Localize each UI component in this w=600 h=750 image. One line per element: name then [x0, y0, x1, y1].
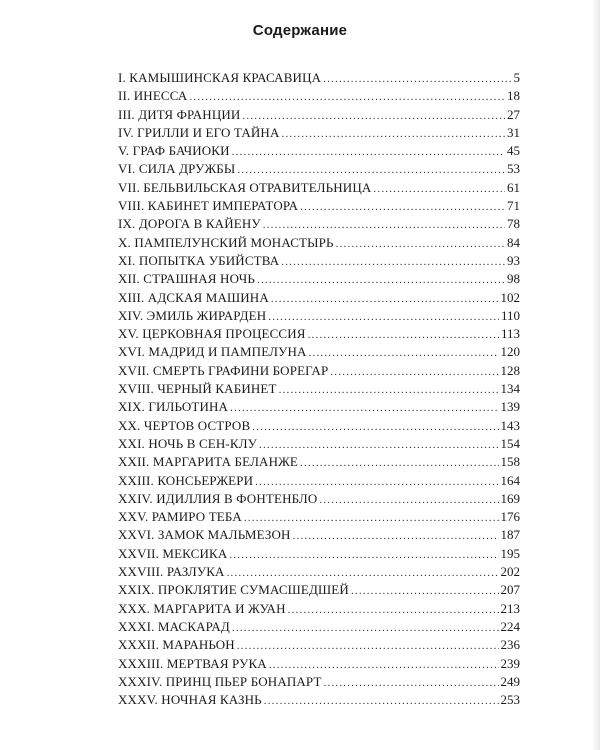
- chapter-title: XXI. НОЧЬ В СЕН-КЛУ: [118, 435, 258, 451]
- page-number: 195: [500, 545, 520, 561]
- chapter-title: VIII. КАБИНЕТ ИМПЕРАТОРА: [118, 198, 299, 214]
- page-number: 249: [500, 673, 520, 689]
- toc-entry: [118, 380, 520, 398]
- page-number: 169: [500, 490, 520, 506]
- dot-leader: [300, 454, 498, 472]
- page-number: 93: [507, 252, 520, 268]
- toc-entry: [118, 600, 520, 618]
- chapter-title: VII. БЕЛЬВИЛЬСКАЯ ОТРАВИТЕЛЬНИЦА: [118, 179, 372, 195]
- dot-leader: [259, 436, 498, 454]
- chapter-title: XXXI. МАСКАРАД: [118, 618, 230, 634]
- dot-leader: [242, 107, 505, 125]
- toc-entry: [118, 69, 520, 87]
- toc-entry: [118, 435, 520, 453]
- toc-entry: [118, 179, 520, 197]
- chapter-title: XXXV. НОЧНАЯ КАЗНЬ: [118, 692, 262, 708]
- page-number: 224: [500, 618, 520, 634]
- page-number: 207: [500, 582, 520, 598]
- chapter-title: XXVII. МЕКСИКА: [118, 545, 228, 561]
- dot-leader: [324, 674, 499, 692]
- toc-entry: [118, 234, 520, 252]
- toc-entry: [118, 508, 520, 526]
- toc-entry: [118, 124, 520, 142]
- chapter-title: XXIV. ИДИЛЛИЯ В ФОНТЕНБЛО: [118, 490, 318, 506]
- page-number: 139: [500, 399, 520, 415]
- dot-leader: [237, 161, 505, 179]
- toc-entry: [118, 289, 520, 307]
- dot-leader: [293, 527, 499, 545]
- chapter-title: XXII. МАРГАРИТА БЕЛАНЖЕ: [118, 454, 299, 470]
- chapter-title: XVI. МАДРИД И ПАМПЕЛУНА: [118, 344, 307, 360]
- page-number: 98: [507, 271, 520, 287]
- page-number: 134: [500, 381, 520, 397]
- dot-leader: [230, 399, 498, 417]
- toc-entry: [118, 655, 520, 673]
- toc-entry: [118, 490, 520, 508]
- page-number: 45: [507, 143, 520, 159]
- chapter-title: XX. ЧЕРТОВ ОСТРОВ: [118, 417, 251, 433]
- dot-leader: [279, 381, 499, 399]
- chapter-title: XI. ПОПЫТКА УБИЙСТВА: [118, 252, 280, 268]
- chapter-title: XIX. ГИЛЬОТИНА: [118, 399, 229, 415]
- chapter-title: IX. ДОРОГА В КАЙЕНУ: [118, 216, 261, 232]
- page-title: Содержание: [252, 22, 348, 39]
- toc-entry: [118, 343, 520, 361]
- chapter-title: XXXII. МАРАНЬОН: [118, 637, 235, 653]
- toc-entry: [118, 453, 520, 471]
- toc-entry: [118, 636, 520, 654]
- dot-leader: [269, 656, 499, 674]
- page-number: 113: [500, 326, 520, 342]
- page-number: 158: [500, 454, 520, 470]
- toc-entry: [118, 325, 520, 343]
- page-number: 78: [507, 216, 520, 232]
- page-number: 61: [507, 179, 520, 195]
- page-number: 5: [513, 70, 520, 85]
- chapter-title: X. ПАМПЕЛУНСКИЙ МОНАСТЫРЬ: [118, 234, 334, 250]
- toc-entry: [118, 160, 520, 178]
- dot-leader: [282, 125, 505, 143]
- page-number: 213: [500, 600, 520, 616]
- chapter-title: I. КАМЫШИНСКАЯ КРАСАВИЦА: [118, 70, 322, 85]
- dot-leader: [336, 235, 505, 253]
- dot-leader: [373, 180, 505, 198]
- page-number: 239: [500, 655, 520, 671]
- toc-entry: [118, 581, 520, 599]
- dot-leader: [232, 619, 499, 637]
- dot-leader: [263, 216, 505, 234]
- page-edge-shadow: [592, 0, 600, 750]
- page-number: 84: [507, 234, 520, 250]
- toc-entry: [118, 87, 520, 105]
- page-number: 102: [500, 289, 520, 305]
- dot-leader: [255, 473, 498, 491]
- chapter-title: XVIII. ЧЕРНЫЙ КАБИНЕТ: [118, 381, 277, 397]
- toc-entry: [118, 362, 520, 380]
- chapter-title: XXVI. ЗАМОК МАЛЬМЕЗОН: [118, 527, 291, 543]
- toc-entry: [118, 106, 520, 124]
- toc-entry: [118, 472, 520, 490]
- chapter-title: XIII. АДСКАЯ МАШИНА: [118, 289, 269, 305]
- dot-leader: [308, 326, 499, 344]
- toc-entry: [118, 545, 520, 563]
- toc-entry: [118, 270, 520, 288]
- dot-leader: [330, 363, 498, 381]
- toc-entry: [118, 215, 520, 233]
- chapter-title: II. ИНЕССА: [118, 88, 188, 104]
- page-number: 176: [500, 509, 520, 525]
- dot-leader: [227, 564, 499, 582]
- dot-leader: [252, 418, 498, 436]
- dot-leader: [323, 70, 511, 88]
- chapter-title: XVII. СМЕРТЬ ГРАФИНИ БОРЕГАР: [118, 362, 329, 378]
- dot-leader: [288, 601, 499, 619]
- dot-leader: [264, 692, 499, 710]
- dot-leader: [281, 253, 505, 271]
- dot-leader: [232, 143, 505, 161]
- chapter-title: III. ДИТЯ ФРАНЦИИ: [118, 106, 241, 122]
- toc-entry: [118, 526, 520, 544]
- toc-entry: [118, 398, 520, 416]
- toc-entry: [118, 417, 520, 435]
- toc-entry: [118, 252, 520, 270]
- dot-leader: [237, 637, 499, 655]
- chapter-title: V. ГРАФ БАЧИОКИ: [118, 143, 230, 159]
- page-number: 18: [507, 88, 520, 104]
- toc-entry: [118, 673, 520, 691]
- dot-leader: [319, 491, 498, 509]
- chapter-title: XXIII. КОНСЬЕРЖЕРИ: [118, 472, 254, 488]
- page-number: 110: [500, 307, 520, 323]
- page-number: 154: [500, 435, 520, 451]
- page-number: 236: [500, 637, 520, 653]
- chapter-title: XXV. РАМИРО ТЕБА: [118, 509, 242, 525]
- toc-entry: [118, 563, 520, 581]
- chapter-title: XXXIII. МЕРТВАЯ РУКА: [118, 655, 267, 671]
- page-number: 120: [500, 344, 520, 360]
- toc-entry: [118, 691, 520, 709]
- chapter-title: XV. ЦЕРКОВНАЯ ПРОЦЕССИЯ: [118, 326, 306, 342]
- page-number: 202: [500, 564, 520, 580]
- table-of-contents: [118, 69, 520, 709]
- page-number: 27: [507, 106, 520, 122]
- dot-leader: [268, 308, 499, 326]
- page-number: 187: [500, 527, 520, 543]
- chapter-title: XXIX. ПРОКЛЯТИЕ СУМАСШЕДШЕЙ: [118, 582, 349, 598]
- page-number: 53: [507, 161, 520, 177]
- toc-entry: [118, 307, 520, 325]
- toc-entry: [118, 142, 520, 160]
- page-number: 128: [500, 362, 520, 378]
- toc-entry: [118, 618, 520, 636]
- dot-leader: [300, 198, 505, 216]
- page-number: 164: [500, 472, 520, 488]
- page-number: 253: [500, 692, 520, 708]
- chapter-title: XII. СТРАШНАЯ НОЧЬ: [118, 271, 255, 287]
- dot-leader: [189, 88, 505, 106]
- chapter-title: XXVIII. РАЗЛУКА: [118, 564, 225, 580]
- dot-leader: [351, 582, 499, 600]
- dot-leader: [309, 344, 499, 362]
- chapter-title: XXXIV. ПРИНЦ ПЬЕР БОНАПАРТ: [118, 673, 322, 689]
- page-number: 143: [500, 417, 520, 433]
- dot-leader: [271, 290, 499, 308]
- chapter-title: VI. СИЛА ДРУЖБЫ: [118, 161, 236, 177]
- chapter-title: XXX. МАРГАРИТА И ЖУАН: [118, 600, 286, 616]
- chapter-title: IV. ГРИЛЛИ И ЕГО ТАЙНА: [118, 124, 280, 140]
- dot-leader: [244, 509, 499, 527]
- chapter-title: XIV. ЭМИЛЬ ЖИРАРДЕН: [118, 307, 267, 323]
- dot-leader: [229, 546, 498, 564]
- toc-entry: [118, 197, 520, 215]
- dot-leader: [257, 271, 505, 289]
- page-number: 71: [507, 198, 520, 214]
- page-number: 31: [507, 124, 520, 140]
